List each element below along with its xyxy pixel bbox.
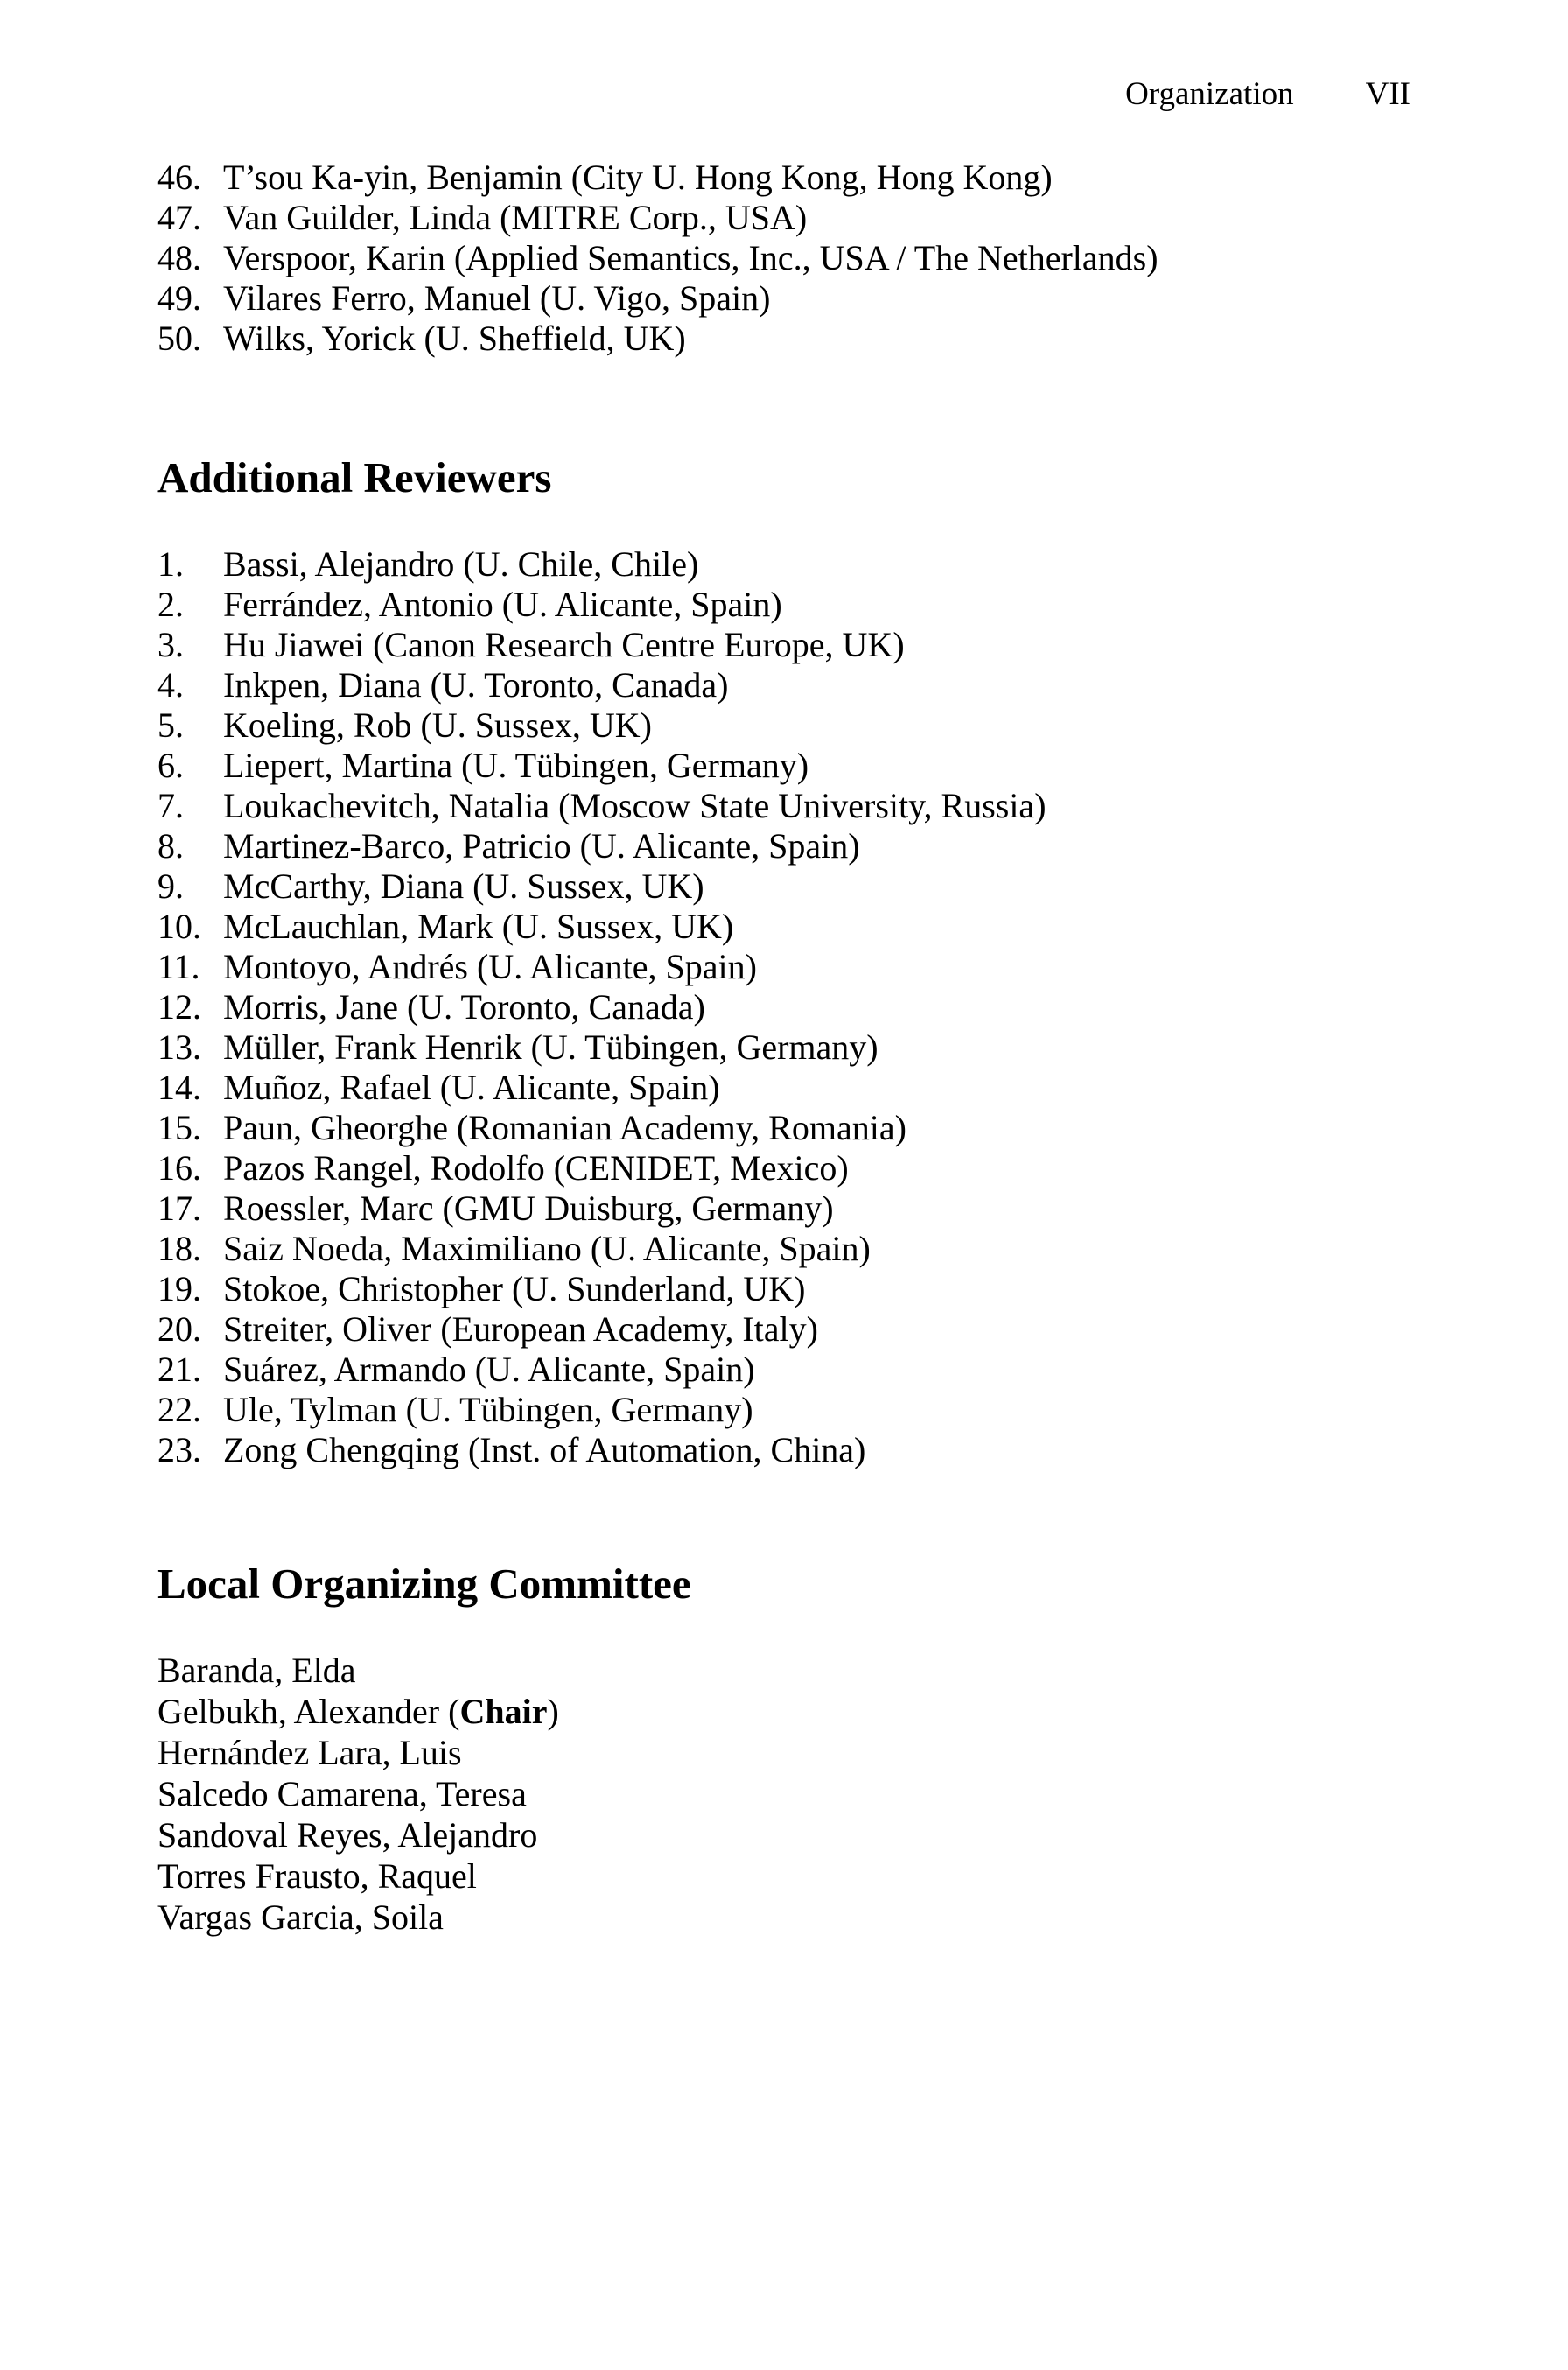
page-number: VII [1365,76,1410,112]
list-item-text: Ferrández, Antonio (U. Alicante, Spain) [223,585,782,624]
list-item-number: 21. [158,1350,201,1389]
list-item-number: 7. [158,786,184,825]
list-item [158,585,1418,625]
list-item-text: Suárez, Armando (U. Alicante, Spain) [223,1350,755,1389]
committee-member [158,1732,1418,1773]
list-item [158,544,1418,585]
committee-member [158,1855,1418,1897]
list-item-number: 1. [158,544,184,584]
list-item-text: Koeling, Rob (U. Sussex, UK) [223,705,652,745]
list-item-text: Streiter, Oliver (European Academy, Italy) [223,1309,818,1349]
list-item [158,1108,1418,1148]
list-item-text: Martinez-Barco, Patricio (U. Alicante, Spain) [223,826,860,866]
list-item-number: 6. [158,746,184,785]
list-item-number: 16. [158,1148,201,1188]
list-item [158,1068,1418,1108]
local-organizing-committee-heading: Local Organizing Committee [158,1560,691,1608]
list-item-number: 19. [158,1269,201,1308]
list-item [158,907,1418,947]
list-item [158,1269,1418,1309]
committee-member [158,1773,1418,1814]
list-item-number: 50. [158,319,201,358]
committee-member [158,1650,1418,1691]
list-item [158,1350,1418,1390]
list-item-text: Loukachevitch, Natalia (Moscow State University, Russia) [223,786,1046,825]
list-item [158,1027,1418,1068]
local-organizing-committee-list [158,1650,1418,1938]
list-item-text: T’sou Ka-yin, Benjamin (City U. Hong Kong, Hong Kong) [223,158,1053,197]
committee-member [158,1691,1418,1732]
list-item-number: 18. [158,1229,201,1268]
member-name: Torres Frausto, Raquel [158,1856,477,1896]
list-item [158,786,1418,826]
list-item-text: Pazos Rangel, Rodolfo (CENIDET, Mexico) [223,1148,849,1188]
list-item [158,198,1418,238]
running-header-section: Organization [1125,76,1294,112]
list-item [158,705,1418,746]
list-item-number: 13. [158,1027,201,1067]
list-item-text: Morris, Jane (U. Toronto, Canada) [223,987,705,1027]
list-item-number: 10. [158,907,201,946]
member-name: Salcedo Camarena, Teresa [158,1774,527,1813]
list-item-text: Liepert, Martina (U. Tübingen, Germany) [223,746,809,785]
list-item [158,826,1418,866]
list-item-number: 2. [158,585,184,624]
list-item [158,1229,1418,1269]
list-item-text: Muñoz, Rafael (U. Alicante, Spain) [223,1068,720,1107]
list-item-number: 23. [158,1430,201,1469]
list-item-text: Inkpen, Diana (U. Toronto, Canada) [223,665,729,705]
list-item [158,1390,1418,1430]
program-committee-list-continued [158,158,1418,359]
list-item-text: Müller, Frank Henrik (U. Tübingen, Germany) [223,1027,878,1067]
member-name: Baranda, Elda [158,1651,356,1690]
list-item-text: Verspoor, Karin (Applied Semantics, Inc., USA / The Netherlands) [223,238,1158,277]
list-item-text: McLauchlan, Mark (U. Sussex, UK) [223,907,734,946]
list-item-number: 12. [158,987,201,1027]
member-role: Chair [459,1692,548,1731]
member-role-suffix: ) [547,1692,559,1731]
list-item [158,947,1418,987]
list-item-number: 20. [158,1309,201,1349]
list-item-number: 47. [158,198,201,237]
list-item-number: 15. [158,1108,201,1147]
list-item [158,625,1418,665]
list-item-text: Montoyo, Andrés (U. Alicante, Spain) [223,947,757,986]
list-item-number: 22. [158,1390,201,1429]
list-item-number: 48. [158,238,201,277]
member-name: Hernández Lara, Luis [158,1733,462,1772]
list-item-number: 4. [158,665,184,705]
list-item-text: Roessler, Marc (GMU Duisburg, Germany) [223,1189,834,1228]
list-item [158,866,1418,907]
list-item [158,746,1418,786]
list-item-number: 9. [158,866,184,906]
list-item [158,319,1418,359]
member-name: Sandoval Reyes, Alejandro [158,1815,538,1855]
list-item-number: 49. [158,278,201,318]
list-item-text: Van Guilder, Linda (MITRE Corp., USA) [223,198,808,237]
list-item [158,987,1418,1027]
list-item [158,1309,1418,1350]
list-item-text: Zong Chengqing (Inst. of Automation, China) [223,1430,866,1469]
member-name: Vargas Garcia, Soila [158,1897,444,1937]
list-item [158,665,1418,705]
committee-member [158,1814,1418,1855]
list-item [158,1430,1418,1470]
list-item-text: Vilares Ferro, Manuel (U. Vigo, Spain) [223,278,771,318]
running-header [1125,74,1410,116]
list-item [158,238,1418,278]
list-item-number: 11. [158,947,200,986]
list-item-text: Saiz Noeda, Maximiliano (U. Alicante, Spain) [223,1229,871,1268]
list-item-text: Ule, Tylman (U. Tübingen, Germany) [223,1390,753,1429]
list-item-text: Stokoe, Christopher (U. Sunderland, UK) [223,1269,806,1308]
list-item-text: Wilks, Yorick (U. Sheffield, UK) [223,319,686,358]
list-item-number: 17. [158,1189,201,1228]
list-item-number: 3. [158,625,184,664]
list-item-text: McCarthy, Diana (U. Sussex, UK) [223,866,704,906]
list-item-text: Paun, Gheorghe (Romanian Academy, Romania) [223,1108,906,1147]
list-item-number: 8. [158,826,184,866]
list-item-number: 14. [158,1068,201,1107]
additional-reviewers-list [158,544,1418,1470]
list-item-text: Hu Jiawei (Canon Research Centre Europe, UK) [223,625,905,664]
list-item [158,1189,1418,1229]
list-item [158,278,1418,319]
list-item-text: Bassi, Alejandro (U. Chile, Chile) [223,544,699,584]
list-item-number: 5. [158,705,184,745]
member-name: Gelbukh, Alexander ( [158,1692,460,1731]
list-item-number: 46. [158,158,201,197]
list-item [158,158,1418,198]
list-item [158,1148,1418,1189]
additional-reviewers-heading: Additional Reviewers [158,453,552,501]
committee-member [158,1897,1418,1938]
